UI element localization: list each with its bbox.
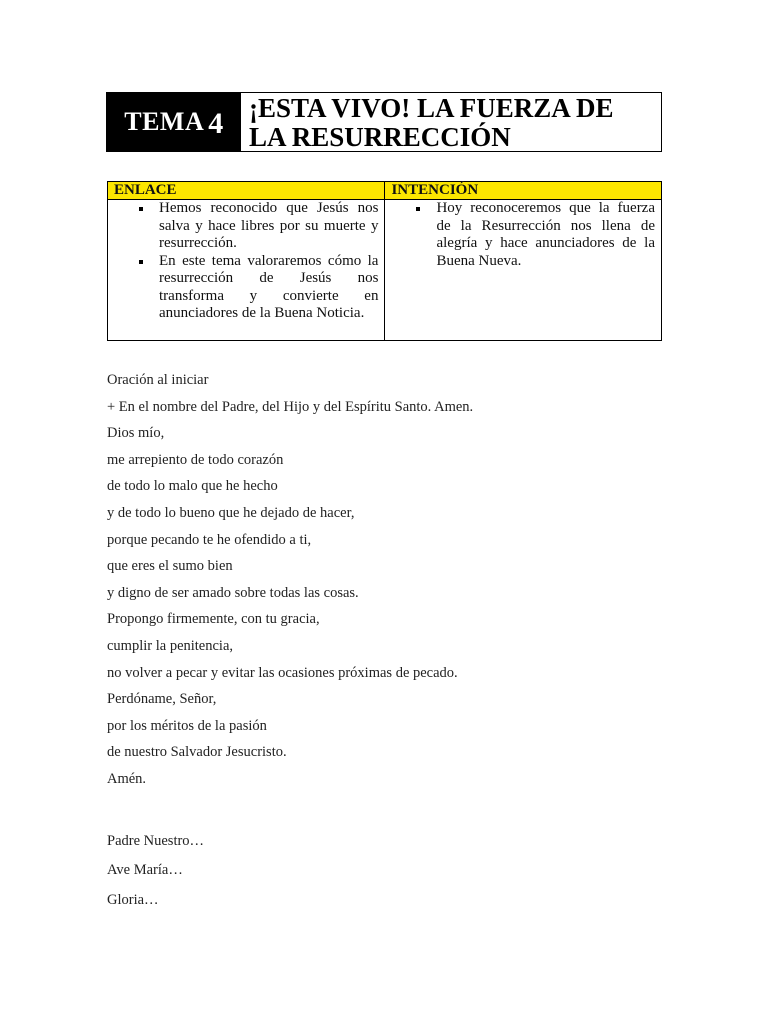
closing-prayer-line: Gloria… — [107, 891, 159, 908]
prayer-line: Amén. — [107, 770, 147, 787]
intencion-cell — [385, 200, 662, 341]
enlace-header: ENLACE — [108, 182, 385, 200]
enlace-cell — [108, 200, 385, 341]
prayer-line: por los méritos de la pasión — [107, 717, 267, 734]
topic-number: 4 — [208, 107, 224, 140]
prayer-line: no volver a pecar y evitar las ocasiones próximas de pecado. — [107, 664, 458, 681]
prayer-line: Perdóname, Señor, — [107, 691, 217, 708]
prayer-line: y digno de ser amado sobre todas las cosas. — [107, 584, 359, 601]
topic-title-line-1: ¡ESTA VIVO! LA FUERZA DE — [249, 93, 614, 123]
prayer-line: Propongo firmemente, con tu gracia, — [107, 611, 320, 628]
prayer-line: de nuestro Salvador Jesucristo. — [107, 744, 287, 761]
prayer-line: me arrepiento de todo corazón — [107, 451, 284, 468]
enlace-item: En este tema valoraremos cómo la resurrección de Jesús nos transforma y convierte en anunciadores de la Buena Noticia. — [159, 252, 379, 321]
closing-prayers — [107, 832, 204, 920]
intencion-list — [385, 200, 655, 270]
enlace-item: Hemos reconocido que Jesús nos salva y hace libres por su muerte y resurrección. — [159, 200, 379, 251]
closing-prayer-line: Ave María… — [107, 862, 183, 879]
opening-prayer — [107, 371, 667, 797]
prayer-line: porque pecando te he ofendido a ti, — [107, 531, 312, 548]
prayer-line: Dios mío, — [107, 425, 165, 442]
topic-title — [241, 93, 661, 151]
prayer-line: cumplir la penitencia, — [107, 637, 234, 654]
topic-number-box — [107, 93, 241, 151]
prayer-line: y de todo lo bueno que he dejado de hacer, — [107, 504, 355, 521]
topic-header — [106, 92, 662, 152]
topic-title-line-2: LA RESURRECCIÓN — [249, 122, 511, 152]
topic-label: TEMA — [124, 107, 205, 136]
enlace-intencion-table — [107, 181, 662, 341]
enlace-list — [108, 200, 378, 323]
closing-prayer-line: Padre Nuestro… — [107, 833, 205, 849]
sign-of-cross-line: + En el nombre del Padre, del Hijo y del Espíritu Santo. Amen. — [107, 398, 474, 415]
prayer-heading: Oración al iniciar — [107, 372, 209, 388]
prayer-line: que eres el sumo bien — [107, 558, 233, 575]
intencion-item: Hoy reconoceremos que la fuerza de la Resurrección nos llena de alegría y hace anunciadores de la Buena Nueva. — [436, 200, 655, 269]
prayer-line: de todo lo malo que he hecho — [107, 478, 278, 495]
intencion-header: INTENCIÓN — [385, 182, 662, 200]
